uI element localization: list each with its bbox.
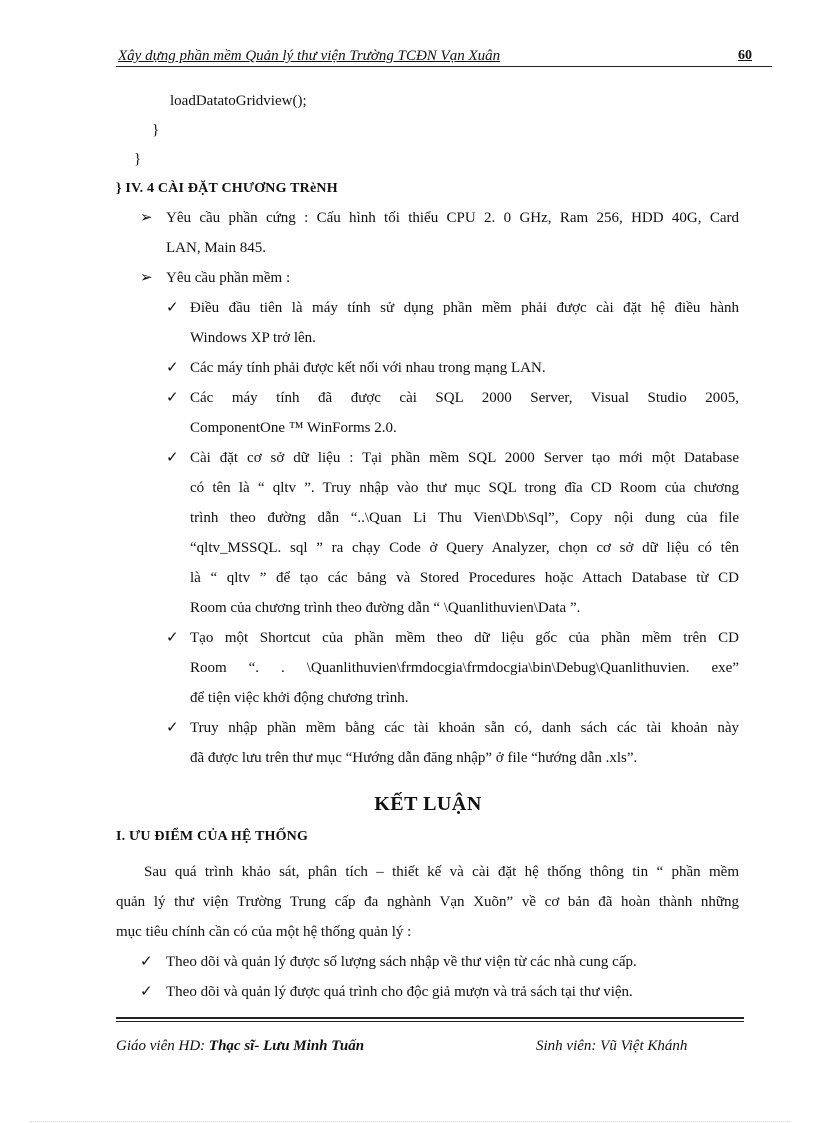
- list-item-cont: để tiện việc khởi động chương trình.: [190, 690, 409, 706]
- hardware-requirement: Yêu cầu phần cứng : Cấu hình tối thiểu CPU 2. 0 GHz, Ram 256, HDD 40G, Card: [166, 210, 739, 226]
- software-requirement-label: Yêu cầu phần mềm :: [166, 270, 291, 286]
- arrow-bullet-icon: ➢: [140, 210, 153, 226]
- list-item: Theo dõi và quản lý được số lượng sách nhập về thư viện từ các nhà cung cấp.: [166, 954, 637, 970]
- list-item-cont: ComponentOne ™ WinForms 2.0.: [190, 420, 397, 436]
- list-item-cont: Room “. . \Quanlithuvien\frmdocgia\frmdocgia\bin\Debug\Quanlithuvien. exe”: [190, 660, 739, 676]
- list-item-cont: Room của chương trình theo đường dẫn “ \Quanlithuvien\Data ”.: [190, 600, 581, 616]
- footer-student: [536, 1038, 687, 1055]
- list-item-cont: đã được lưu trên thư mục “Hướng dẫn đăng nhập” ở file “hướng dẫn .xls”.: [190, 750, 638, 766]
- list-item: Truy nhập phần mềm bằng các tài khoản sẵn có, danh sách các tài khoản này: [190, 720, 739, 736]
- list-item: Các máy tính đã được cài SQL 2000 Server, Visual Studio 2005,: [190, 390, 739, 406]
- check-icon: ✓: [166, 390, 179, 406]
- list-item-cont: trình theo đường dẫn “..\Quan Li Thu Vien\Db\Sql”, Copy nội dung của file: [190, 510, 739, 526]
- hardware-requirement-cont: LAN, Main 845.: [166, 240, 266, 256]
- check-icon: ✓: [166, 630, 179, 646]
- list-item: Theo dõi và quản lý được quá trình cho độc giả mượn và trả sách tại thư viện.: [166, 984, 633, 1000]
- paragraph-line: mục tiêu chính cần có của một hệ thống quản lý :: [116, 924, 412, 940]
- code-line: }: [152, 122, 160, 138]
- arrow-bullet-icon: ➢: [140, 270, 153, 286]
- check-icon: ✓: [166, 360, 179, 376]
- footer-rule: [116, 1017, 744, 1019]
- check-icon: ✓: [166, 720, 179, 736]
- check-icon: ✓: [166, 300, 179, 316]
- page-edge: [30, 1121, 790, 1122]
- list-item-cont: là “ qltv ” để tạo các bảng và Stored Procedures hoặc Attach Database từ CD: [190, 570, 739, 586]
- section-heading: } IV. 4 CÀI ĐẶT CHƯƠNG TRèNH: [116, 181, 338, 196]
- list-item: Các máy tính phải được kết nối với nhau trong mạng LAN.: [190, 360, 546, 376]
- student-name: Vũ Việt Khánh: [600, 1038, 688, 1054]
- list-item-cont: có tên là “ qltv ”. Truy nhập vào thư mục SQL trong đĩa CD Room của chương: [190, 480, 739, 496]
- code-line: loadDatatoGridview();: [170, 93, 307, 109]
- student-label: Sinh viên:: [536, 1038, 601, 1054]
- section-heading: I. ƯU ĐIỂM CỦA HỆ THỐNG: [116, 829, 309, 844]
- list-item: Tạo một Shortcut của phần mềm theo dữ liệu gốc của phần mềm trên CD: [190, 630, 739, 646]
- advisor-name: Thạc sĩ- Lưu Minh Tuấn: [208, 1038, 365, 1054]
- page-number: 60: [738, 48, 752, 63]
- paragraph-line: quản lý thư viện Trường Trung cấp đa nghành Vạn Xuõn” về cơ bản đã hoàn thành những: [116, 894, 739, 910]
- paragraph-line: Sau quá trình khảo sát, phân tích – thiết kế và cài đặt hệ thống thông tin “ phần mềm: [144, 864, 739, 880]
- code-line: }: [134, 151, 142, 167]
- advisor-label: Giáo viên HD:: [116, 1038, 209, 1054]
- check-icon: ✓: [140, 984, 153, 1000]
- conclusion-title: KẾT LUẬN: [374, 793, 482, 815]
- header-title: Xây dựng phần mềm Quản lý thư viện Trường TCĐN Vạn Xuân: [118, 48, 501, 64]
- footer-rule: [116, 1021, 744, 1022]
- list-item: Điều đầu tiên là máy tính sử dụng phần mềm phải được cài đặt hệ điều hành: [190, 300, 739, 316]
- list-item: Cài đặt cơ sở dữ liệu : Tại phần mềm SQL 2000 Server tạo mới một Database: [190, 450, 739, 466]
- check-icon: ✓: [166, 450, 179, 466]
- list-item-cont: “qltv_MSSQL. sql ” ra chạy Code ở Query Analyzer, chọn cơ sở dữ liệu có tên: [190, 540, 739, 556]
- header-rule: [116, 66, 772, 67]
- check-icon: ✓: [140, 954, 153, 970]
- list-item-cont: Windows XP trở lên.: [190, 330, 316, 346]
- footer-advisor: [116, 1038, 364, 1055]
